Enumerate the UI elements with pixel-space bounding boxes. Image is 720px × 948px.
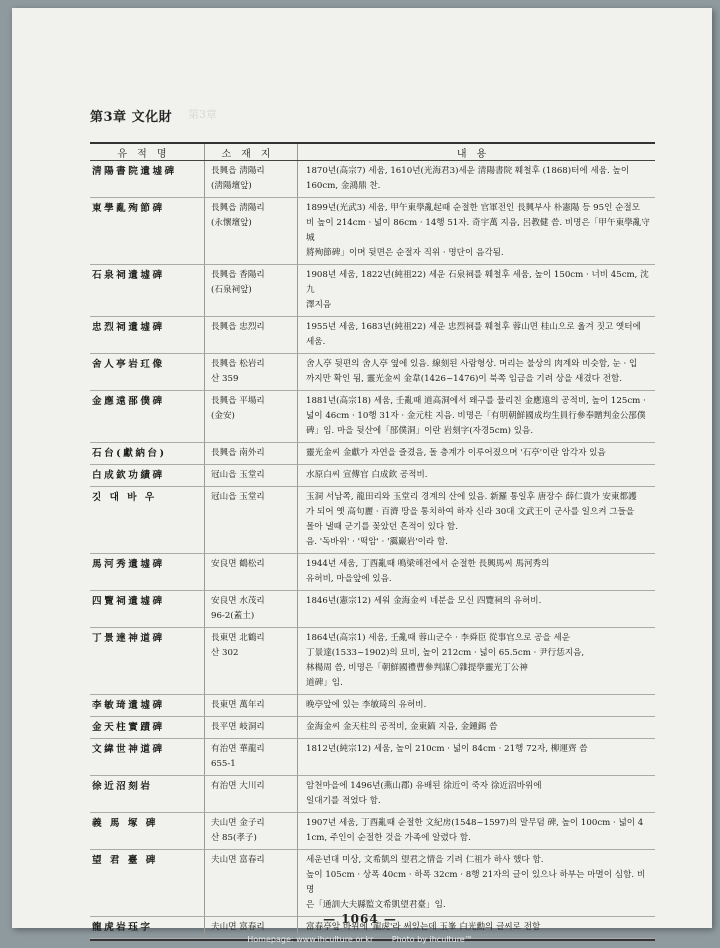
description-line: 암천마을에 1496년(燕山郡) 유배된 徐近이 죽자 徐近沼바위에 xyxy=(306,781,542,791)
description-line: 1846년(憲宗12) 세워 金海金씨 네분을 모신 四覽祠의 유허비. xyxy=(306,596,542,606)
site-name: 石泉祠遺墟碑 xyxy=(90,265,205,317)
location-line: 長興읍 松岩리 xyxy=(211,359,265,369)
description-line: 일대기를 적었다 함. xyxy=(306,796,381,806)
location-line: (金安) xyxy=(211,411,235,421)
table-row xyxy=(90,717,655,739)
location-line: 有治면 大川리 xyxy=(211,781,265,791)
footer-homepage: Homepage: www.ihculture.or.kr xyxy=(247,935,374,944)
description-line: 세운년대 미상, 文希凱의 望君之情을 기려 仁祖가 하사 했다 함. xyxy=(306,855,544,865)
site-description xyxy=(298,850,656,917)
location-line: 산 359 xyxy=(211,374,239,384)
description-line: 세움. xyxy=(306,337,326,347)
table-row xyxy=(90,628,655,695)
table-row xyxy=(90,850,655,917)
description-line: 1944년 세움, 丁酉亂때 鳴梁해전에서 순절한 長興馬씨 馬河秀의 xyxy=(306,559,550,569)
chapter-heading: 第3章 文化財 xyxy=(90,110,173,125)
site-description xyxy=(298,317,656,354)
heritage-table xyxy=(90,142,655,941)
description-line: 1870년(高宗7) 세움, 1610년(光海君3)세운 淸陽書院 훼철후 (1868)터에 세움. 높이 xyxy=(306,166,630,176)
description-line: 晚亭앞에 있는 李敏琦의 유허비. xyxy=(306,700,427,710)
description-line: 음. '독바위' · '떡암' · '靄巖岩'이라 함. xyxy=(306,537,448,547)
table-row xyxy=(90,391,655,443)
table-row xyxy=(90,487,655,554)
site-location xyxy=(205,443,298,465)
location-line: 夫山면 富春리 xyxy=(211,855,265,865)
site-description xyxy=(298,717,656,739)
location-line: 有治면 華龍리 xyxy=(211,744,265,754)
site-description xyxy=(298,776,656,813)
header-name: 유적명 xyxy=(90,144,205,161)
site-location xyxy=(205,850,298,917)
site-location xyxy=(205,198,298,265)
site-description xyxy=(298,739,656,776)
site-description xyxy=(298,695,656,717)
table-row xyxy=(90,695,655,717)
ghost-bleed-text: 第3章 xyxy=(188,108,217,121)
location-line: 長平면 岐洞리 xyxy=(211,722,265,732)
table-row xyxy=(90,354,655,391)
description-line: 金海金씨 金天柱의 공적비, 金東鎬 지음, 金鍾錫 씀 xyxy=(306,722,498,732)
description-line: 높이 105cm · 상폭 40cm · 하폭 32cm · 8행 21자의 글이 있으나 하부는 마멸이 심함. 비명 xyxy=(306,870,646,895)
site-description xyxy=(298,465,656,487)
description-line: 유허비, 마을앞에 있음. xyxy=(306,574,392,584)
table-row xyxy=(90,465,655,487)
location-line: 冠山읍 玉堂리 xyxy=(211,470,265,480)
location-line: 산 85(孝子) xyxy=(211,833,257,843)
site-name: 望 君 臺 碑 xyxy=(90,850,205,917)
site-description xyxy=(298,391,656,443)
location-line: 長興읍 平場리 xyxy=(211,396,265,406)
site-name: 깃 대 바 우 xyxy=(90,487,205,554)
location-line: (石泉祠앞) xyxy=(211,285,252,295)
site-location xyxy=(205,391,298,443)
description-line: 水原白씨 宣傳官 白成欽 공적비. xyxy=(306,470,428,480)
site-description xyxy=(298,628,656,695)
site-name: 文緯世神道碑 xyxy=(90,739,205,776)
site-description xyxy=(298,265,656,317)
description-line: 몰아 낼때 군기를 꽂았던 흔적이 있다 함. xyxy=(306,522,458,532)
site-name: 東學亂殉節碑 xyxy=(90,198,205,265)
description-line: 舍人亭 뒷편의 舍人亭 옆에 있음. 線刻된 사람형상. 머리는 불상의 肉계와 비슷함, 눈 · 입 xyxy=(306,359,638,369)
location-line: 長興읍 南外리 xyxy=(211,448,265,458)
site-name: 徐近沼刻岩 xyxy=(90,776,205,813)
description-line: 林楊周 씀, 비명은「朝鮮國禮曹參判謀〇雜提學靈光丁公神 xyxy=(306,663,528,673)
site-description xyxy=(298,443,656,465)
site-location xyxy=(205,554,298,591)
site-name: 忠烈祠遺墟碑 xyxy=(90,317,205,354)
site-location xyxy=(205,717,298,739)
site-location xyxy=(205,628,298,695)
site-description xyxy=(298,813,656,850)
site-name: 金應遠郚僕碑 xyxy=(90,391,205,443)
header-location: 소재지 xyxy=(205,144,298,161)
site-description xyxy=(298,161,656,198)
site-location xyxy=(205,776,298,813)
site-name: 舍人亭岩玒像 xyxy=(90,354,205,391)
header-content: 내용 xyxy=(298,144,656,161)
description-line: 가 되어 옛 高句麗 · 百濟 땅을 통치하여 하자 신라 30대 文武王이 군사를 일으켜 그들을 xyxy=(306,507,635,517)
site-location xyxy=(205,317,298,354)
site-location xyxy=(205,739,298,776)
site-name: 丁景達神道碑 xyxy=(90,628,205,695)
site-name: 石台(獻納台) xyxy=(90,443,205,465)
location-line: 長東면 北鶴리 xyxy=(211,633,265,643)
location-line: (永懷壇앞) xyxy=(211,218,252,228)
site-name: 四覽祠遺墟碑 xyxy=(90,591,205,628)
description-line: 1864년(高宗1) 세움, 壬亂때 蓉山군수 · 李舜臣 從事官으로 공을 세운 xyxy=(306,633,571,643)
page-number: — 1064 — xyxy=(323,912,397,926)
description-line: 1955년 세움, 1683년(純祖22) 세운 忠烈祠를 훼철후 蓉山면 桂山으로 옮겨 짓고 옛터에 xyxy=(306,322,641,332)
site-name: 白成欽功績碑 xyxy=(90,465,205,487)
site-location xyxy=(205,465,298,487)
site-name: 義 馬 塚 碑 xyxy=(90,813,205,850)
description-line: 1812년(純宗12) 세움, 높이 210cm · 넓이 84cm · 21행 72자, 柳運齊 씀 xyxy=(306,744,588,754)
site-description xyxy=(298,198,656,265)
location-line: 長興읍 香陽리 xyxy=(211,270,265,280)
description-line: 은「通訓大夫縣監文希凱望君臺」임. xyxy=(306,900,446,910)
description-line: 1907년 세움, 丁酉亂때 순절한 文紀房(1548~1597)의 말무덤 碑, 높이 100cm · 넓이 4 xyxy=(306,818,644,828)
table-row xyxy=(90,265,655,317)
description-line: 1cm, 주인이 순절한 것을 가족에 알렸다 함. xyxy=(306,833,471,843)
site-location xyxy=(205,161,298,198)
description-line: 1908년 세움, 1822년(純祖22) 세운 石泉祠를 훼철후 세움, 높이 150cm · 너비 45cm, 沈九 xyxy=(306,270,649,295)
table-row xyxy=(90,198,655,265)
description-line: 玉洞 서남쪽, 龍田리와 玉堂리 경계의 산에 있음. 新羅 통일후 唐장수 薛仁貴가 安東都護 xyxy=(306,492,637,502)
photo-footer xyxy=(0,935,720,944)
table-row xyxy=(90,776,655,813)
location-line: 산 302 xyxy=(211,648,239,658)
description-line: 넓이 46cm · 10행 31자 · 金元柱 지음. 비명은「有明朝鮮國成均生員行參奉贈判金公郚僕 xyxy=(306,411,646,421)
table-row xyxy=(90,739,655,776)
site-name: 龍虎岩珏字 xyxy=(90,917,205,939)
description-line: 富春亭앞 바위에 '龍虎'라 써있는데 玉峯 白光勳의 글씨로 전함 xyxy=(306,922,541,932)
site-name: 金天柱實蹟碑 xyxy=(90,717,205,739)
table-row xyxy=(90,591,655,628)
table-row xyxy=(90,813,655,850)
site-description xyxy=(298,591,656,628)
site-description xyxy=(298,487,656,554)
description-line: 道碑」임. xyxy=(306,678,343,688)
description-line: 160cm, 金鴻鼎 찬. xyxy=(306,181,381,191)
location-line: 長東면 萬年리 xyxy=(211,700,265,710)
description-line: 비 높이 214cm · 넓이 86cm · 14행 51자. 奇宇萬 지음, 呂教健 씀. 비명은「甲午東學亂守城 xyxy=(306,218,650,243)
description-line: 1881년(高宗18) 세움, 壬亂때 道高洞에서 왜구를 물리친 金應遠의 공적비, 높이 125cm · xyxy=(306,396,646,406)
table-row xyxy=(90,161,655,198)
footer-photo-credit: Photo by ihculture™ xyxy=(391,935,473,944)
location-line: 長興읍 忠烈리 xyxy=(211,322,265,332)
site-location xyxy=(205,695,298,717)
table-row xyxy=(90,443,655,465)
table-row xyxy=(90,554,655,591)
location-line: 夫山면 金子리 xyxy=(211,818,265,828)
description-line: 靈光金씨 金獻가 자연을 즐겼음, 돌 층계가 이루어졌으며 '石亭'이란 암각자 있음 xyxy=(306,448,606,458)
site-location xyxy=(205,487,298,554)
location-line: 96-2(蓋土) xyxy=(211,611,255,621)
description-line: 丁景達(1533~1902)의 묘비, 높이 212cm · 넓이 65.5cm · 尹行恁지음, xyxy=(306,648,585,658)
description-line: 1899년(光武3) 세움, 甲午東學亂起때 순절한 官軍전인 長興부사 朴憲陽 등 95인 순절모 xyxy=(306,203,641,213)
location-line: 長興읍 淸陽리 xyxy=(211,203,265,213)
location-line: (淸陽壇앞) xyxy=(211,181,252,191)
site-location xyxy=(205,265,298,317)
table-row xyxy=(90,317,655,354)
site-description xyxy=(298,554,656,591)
description-line: 碑」임. 마을 뒷산에「郚僕洞」이란 岩刻字(자경5cm) 있음. xyxy=(306,426,534,436)
location-line: 655-1 xyxy=(211,759,236,769)
site-location xyxy=(205,354,298,391)
location-line: 安良면 鶴松리 xyxy=(211,559,265,569)
description-line: 將殉節碑」이며 뒷면은 순절자 직위 · 명단이 음각됨. xyxy=(306,248,504,258)
table-header-row xyxy=(90,144,655,161)
description-line: 까지만 확인 됨, 靈光金씨 金韋(1426~1476)이 북쪽 임금을 기려 상을 새겼다 전함. xyxy=(306,374,623,384)
site-name: 馬河秀遺墟碑 xyxy=(90,554,205,591)
location-line: 安良면 水茂리 xyxy=(211,596,265,606)
site-name: 李敏琦遺墟碑 xyxy=(90,695,205,717)
site-location xyxy=(205,813,298,850)
site-description xyxy=(298,354,656,391)
location-line: 冠山읍 玉堂리 xyxy=(211,492,265,502)
location-line: 夫山면 富春리 xyxy=(211,922,265,932)
location-line: 長興읍 淸陽리 xyxy=(211,166,265,176)
site-name: 淸陽書院遺墟碑 xyxy=(90,161,205,198)
document-page xyxy=(12,8,712,933)
description-line: 澤지음 xyxy=(306,300,332,310)
site-location xyxy=(205,591,298,628)
